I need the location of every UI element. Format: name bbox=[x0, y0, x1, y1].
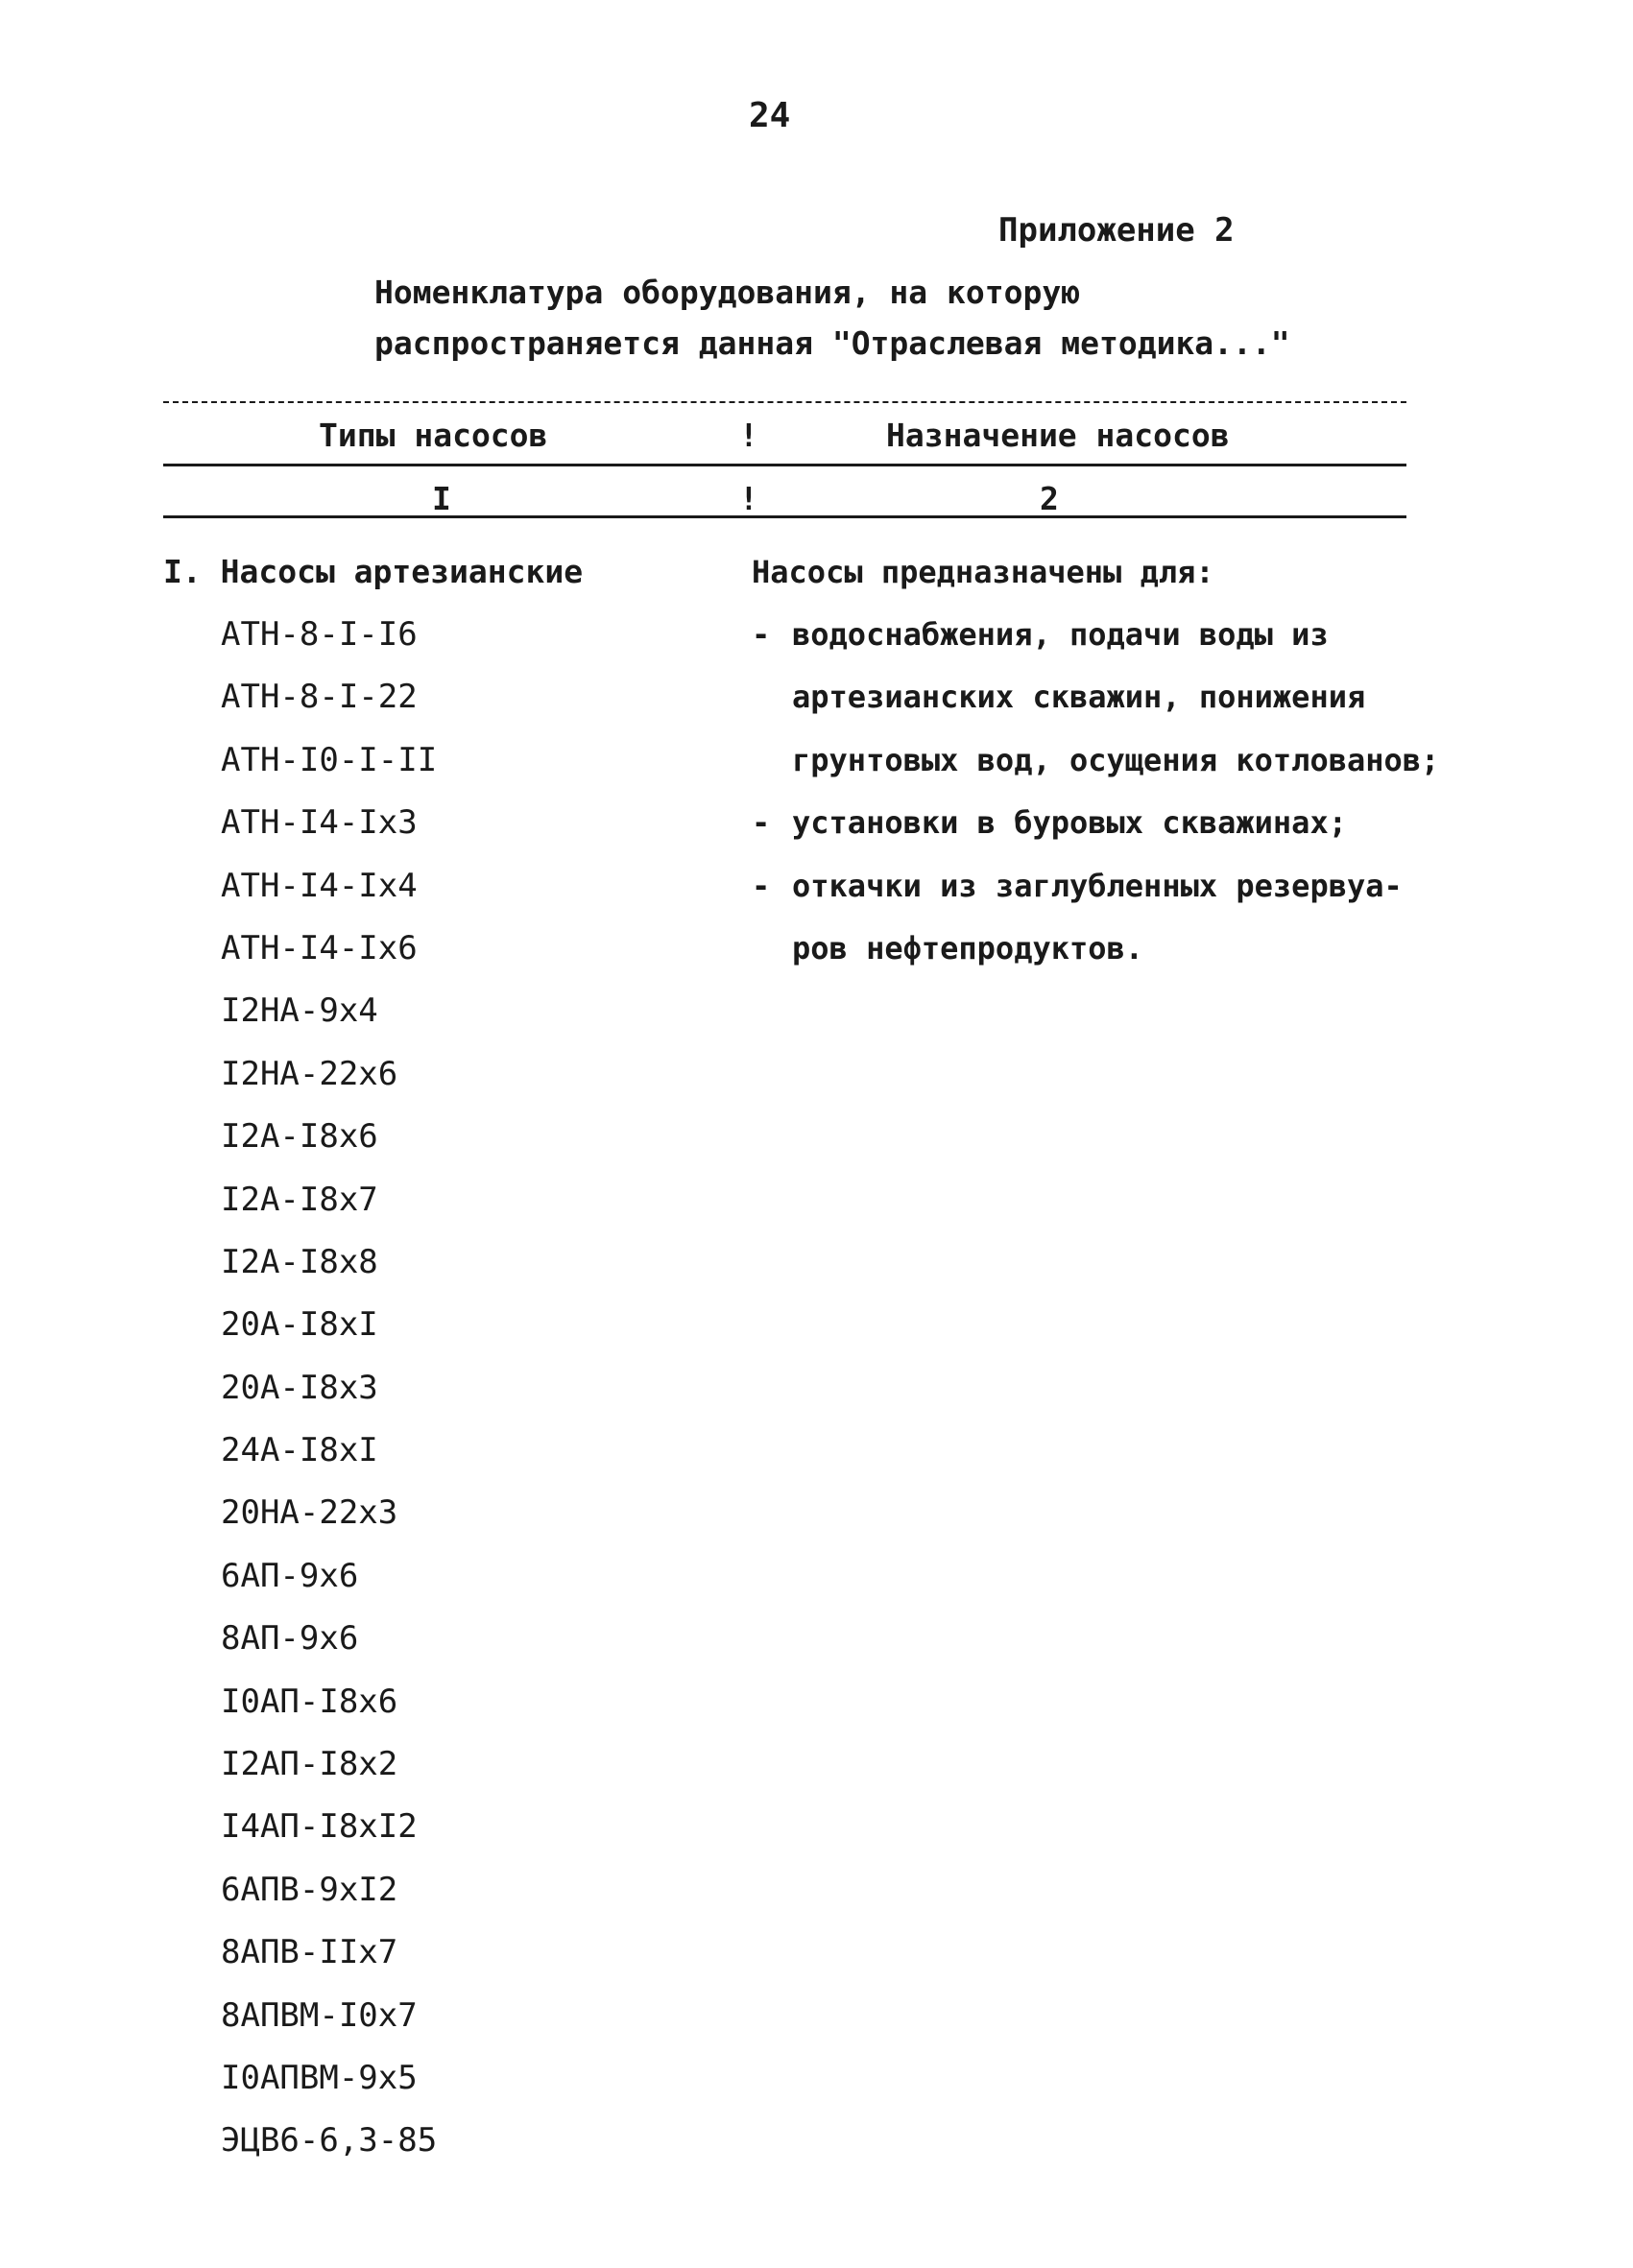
purpose-text: установки в буровых скважинах; bbox=[792, 804, 1347, 842]
pump-type-item: АТН-I4-Iх3 bbox=[221, 803, 418, 843]
pump-type-item: I2А-I8х6 bbox=[221, 1117, 378, 1157]
pump-type-item: I0АПВМ-9х5 bbox=[221, 2058, 418, 2097]
page-number: 24 bbox=[749, 96, 791, 135]
pump-purpose-column bbox=[752, 540, 1462, 980]
pump-type-item: I4АП-I8хI2 bbox=[221, 1807, 418, 1847]
table-top-rule bbox=[163, 401, 1406, 403]
document-title-line-2: распространяется данная "Отраслевая методика..." bbox=[374, 324, 1290, 362]
list-dash: - bbox=[752, 804, 771, 842]
column-separator: ! bbox=[739, 417, 758, 454]
purpose-line bbox=[752, 729, 1462, 792]
purpose-text: артезианских скважин, понижения bbox=[792, 679, 1366, 716]
pump-type-item: I0АП-I8х6 bbox=[221, 1682, 398, 1721]
pump-type-item: 20НА-22х3 bbox=[221, 1493, 398, 1533]
pump-type-item: 8АПВМ-I0х7 bbox=[221, 1995, 418, 2035]
pump-type-item: 8АПВ-IIх7 bbox=[221, 1933, 398, 1972]
pump-type-item: АТН-I0-I-II bbox=[221, 740, 438, 779]
purpose-line bbox=[752, 792, 1462, 854]
document-title-line-1: Номенклатура оборудования, на которую bbox=[374, 274, 1081, 311]
list-dash: - bbox=[752, 867, 771, 904]
purpose-text: водоснабжения, подачи воды из bbox=[792, 616, 1329, 653]
pump-type-item: ЭЦВ6-6,3-85 bbox=[221, 2121, 438, 2161]
purpose-line bbox=[752, 855, 1462, 918]
pump-type-item: 20А-I8х3 bbox=[221, 1368, 378, 1407]
column-number-2: 2 bbox=[1040, 480, 1059, 517]
purpose-line bbox=[752, 918, 1462, 980]
purpose-line bbox=[752, 604, 1462, 666]
pump-type-item: 6АП-9х6 bbox=[221, 1556, 359, 1595]
pump-type-item: 6АПВ-9хI2 bbox=[221, 1870, 398, 1909]
purpose-text: ров нефтепродуктов. bbox=[792, 929, 1144, 967]
purpose-intro: Насосы предназначены для: bbox=[752, 554, 1214, 590]
pump-type-item: I2АП-I8х2 bbox=[221, 1745, 398, 1784]
appendix-label: Приложение 2 bbox=[998, 211, 1235, 250]
column-header-pump-purpose: Назначение насосов bbox=[886, 417, 1230, 454]
column-separator: ! bbox=[739, 480, 758, 517]
pump-type-item: I2НА-22х6 bbox=[221, 1054, 398, 1093]
pump-type-item: АТН-8-I-I6 bbox=[221, 615, 418, 654]
purpose-text: грунтовых вод, осущения котлованов; bbox=[792, 741, 1440, 778]
section-heading: I. Насосы артезианские bbox=[163, 553, 584, 590]
column-numbers-bottom-rule bbox=[163, 515, 1406, 518]
pump-list bbox=[163, 604, 739, 2173]
pump-type-item: АТН-I4-Iх4 bbox=[221, 866, 418, 905]
pump-type-item: I2А-I8х7 bbox=[221, 1180, 378, 1219]
purpose-line bbox=[752, 666, 1462, 728]
pump-type-item: 20А-I8хI bbox=[221, 1305, 378, 1345]
pump-type-item: 24А-I8хI bbox=[221, 1431, 378, 1470]
list-dash: - bbox=[752, 616, 771, 653]
purpose-text: откачки из заглубленных резервуа- bbox=[792, 867, 1403, 904]
purpose-list bbox=[752, 604, 1462, 980]
pump-type-item: I2НА-9х4 bbox=[221, 991, 378, 1031]
pump-type-item: 8АП-9х6 bbox=[221, 1619, 359, 1659]
pump-type-item: АТН-I4-Iх6 bbox=[221, 928, 418, 967]
header-bottom-rule bbox=[163, 464, 1406, 466]
pump-type-item: АТН-8-I-22 bbox=[221, 678, 418, 717]
pump-type-item: I2А-I8х8 bbox=[221, 1242, 378, 1281]
column-number-1: I bbox=[432, 480, 451, 517]
column-header-pump-types: Типы насосов bbox=[319, 417, 548, 454]
pump-types-column bbox=[163, 540, 739, 2173]
